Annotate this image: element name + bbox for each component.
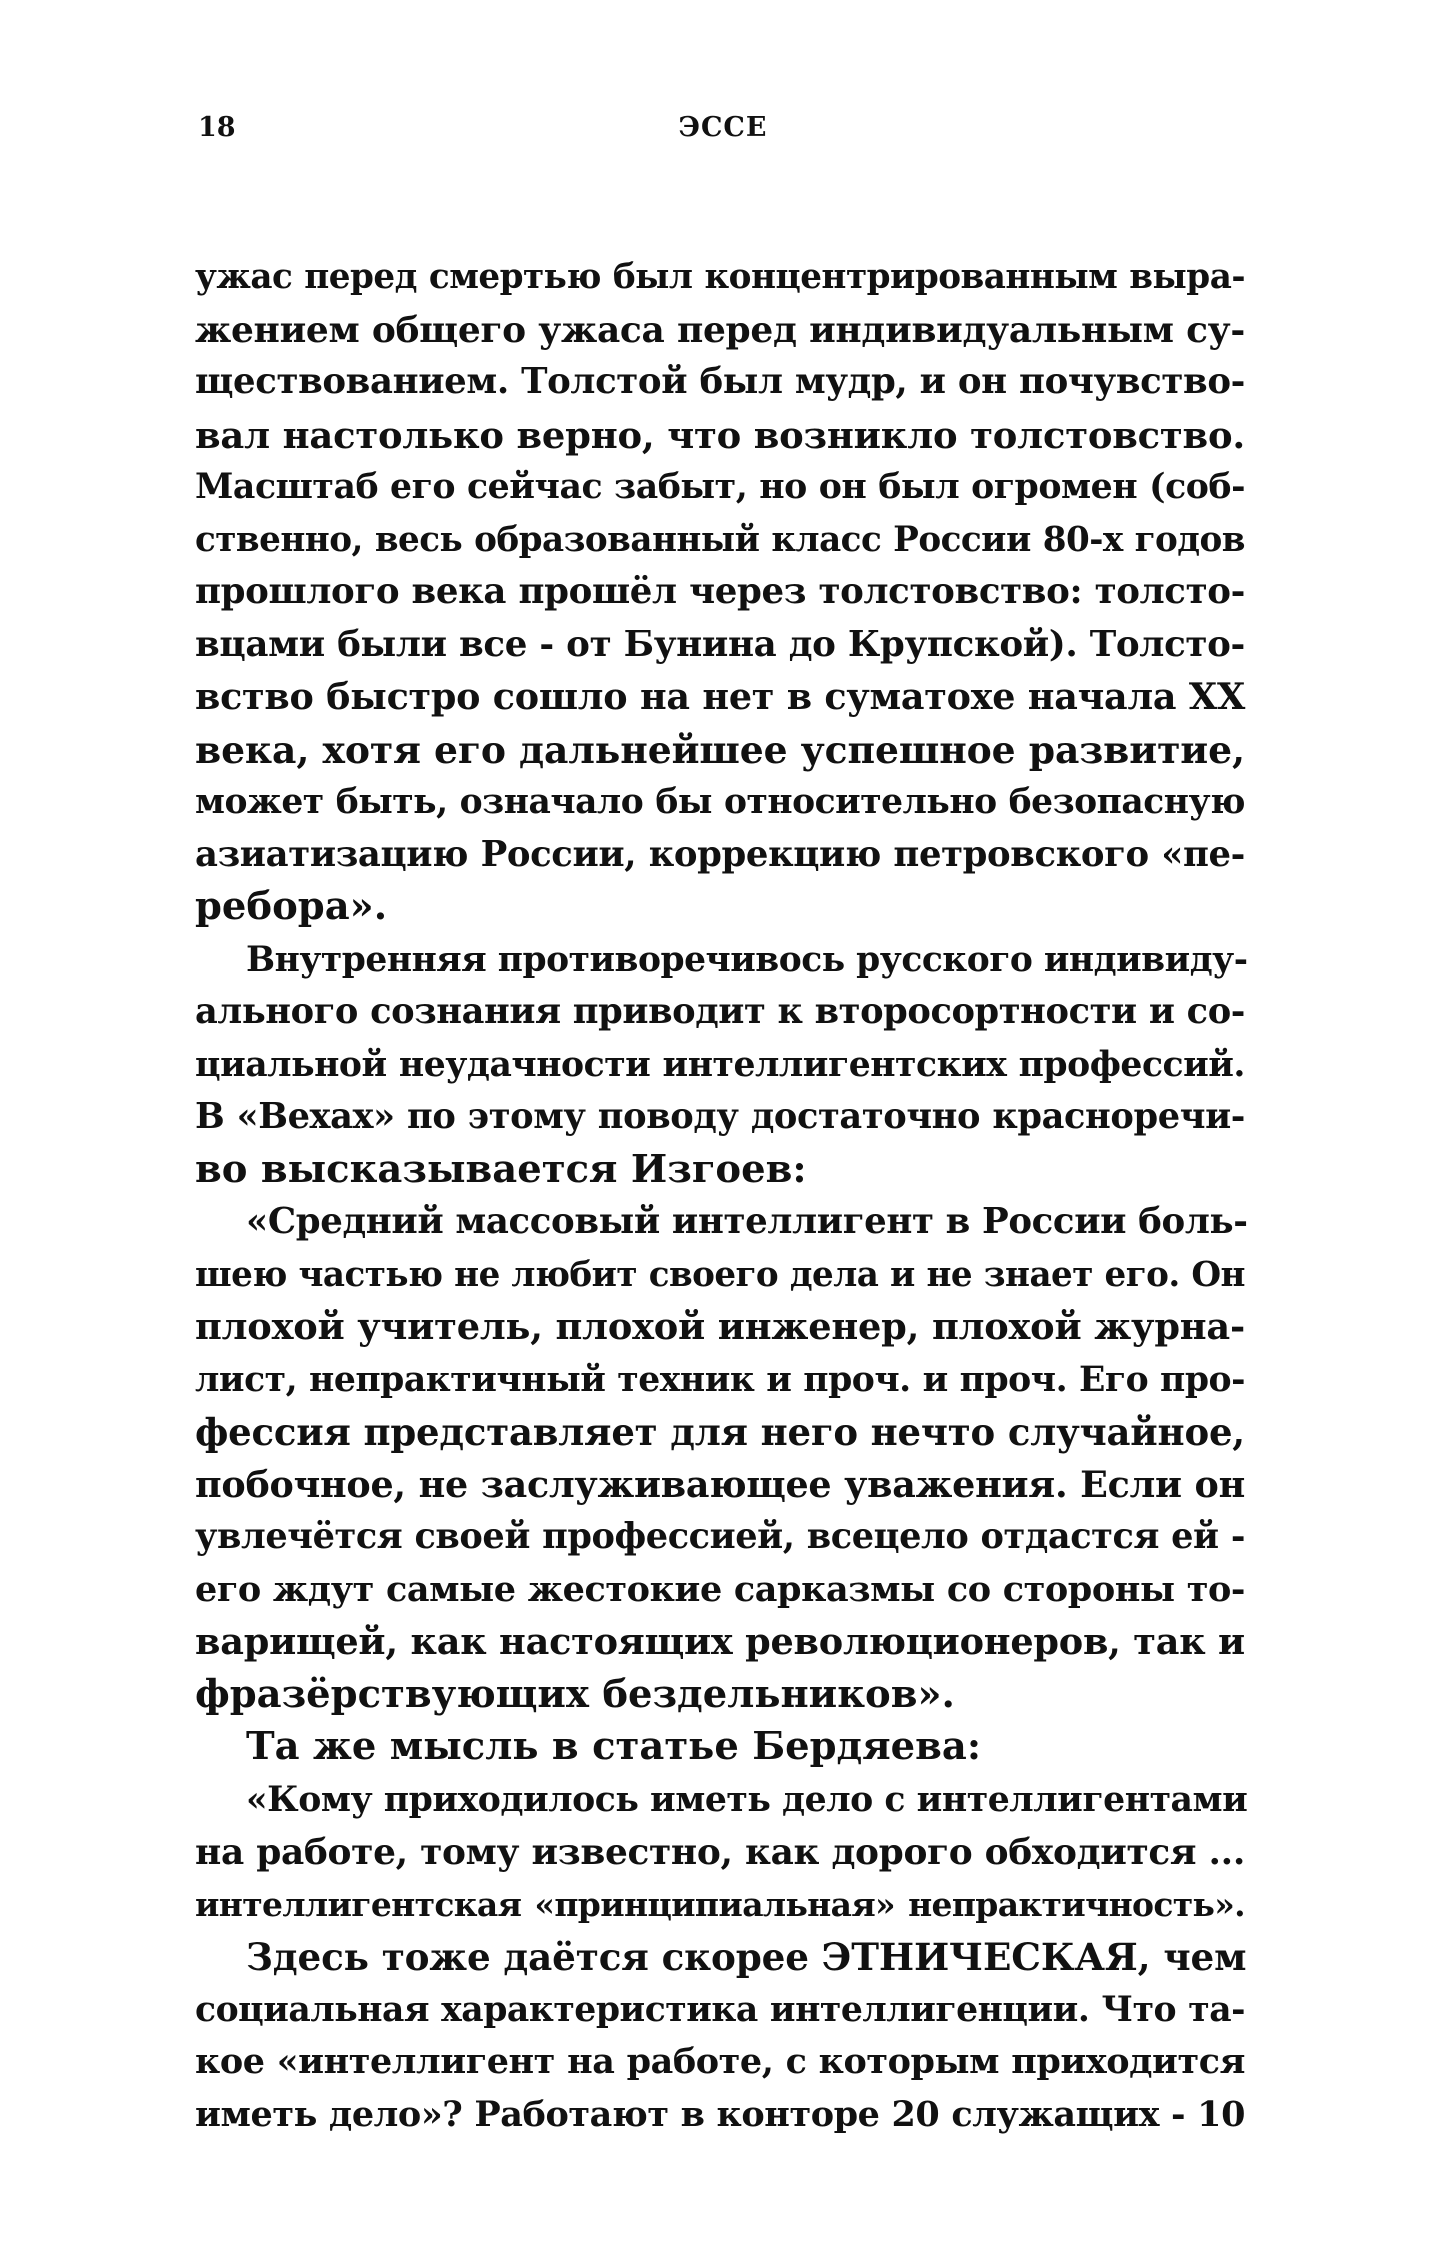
text-line: вцами были все - от Бунина до Крупской). Толсто- (195, 623, 1245, 665)
text-line: фразёрствующих бездельников». (195, 1671, 955, 1717)
text-line: лист, непрактичный техник и проч. и проч. Его про- (195, 1359, 1245, 1400)
text-line: на работе, тому известно, как дорого обходится ... (195, 1831, 1245, 1873)
text-line: века, хотя его дальнейшее успешное развитие, (195, 727, 1245, 772)
text-line: во высказывается Изгоев: (195, 1146, 807, 1192)
text-line: прошлого века прошёл через толстовство: толсто- (195, 571, 1245, 612)
text-line: может быть, означало бы относительно безопасную (195, 782, 1245, 822)
text-line: плохой учитель, плохой инженер, плохой журна- (195, 1305, 1245, 1348)
body-text (195, 251, 1248, 2141)
text-line: варищей, как настоящих революционеров, так и (195, 1620, 1245, 1663)
text-line: азиатизацию России, коррекцию петровского «пе- (195, 833, 1245, 875)
page-number: 18 (198, 112, 236, 143)
text-line: ществованием. Толстой был мудр, и он почувство- (195, 361, 1245, 402)
text-line: вал настолько верно, что возникло толстовство. (195, 412, 1245, 457)
text-line: ственно, весь образованный класс России 80-х годов (195, 519, 1245, 560)
text-line: иметь дело»? Работают в конторе 20 служащих - 10 (195, 2093, 1245, 2135)
text-line: Масштаб его сейчас забыт, но он был огромен (соб- (195, 466, 1245, 507)
text-line: побочное, не заслуживающее уважения. Если он (195, 1462, 1245, 1506)
text-line: фессия представляет для него нечто случайное, (195, 1410, 1245, 1454)
text-line: Внутренняя противоречивось русского индивиду- (246, 939, 1248, 980)
text-line: вство быстро сошло на нет в суматохе начала XX (195, 675, 1245, 718)
running-title: ЭССЕ (678, 112, 768, 143)
text-line: В «Вехах» по этому поводу достаточно красноречи- (195, 1096, 1245, 1137)
text-line: увлечётся своей профессией, всецело отдастся ей - (195, 1516, 1245, 1557)
text-line: социальная характеристика интеллигенции. Что та- (195, 1989, 1245, 2030)
text-line: «Кому приходилось иметь дело с интеллигентами (246, 1778, 1248, 1820)
text-line: шею частью не любит своего дела и не знает его. Он (195, 1254, 1245, 1295)
text-line: циальной неудачности интеллигентских профессий. (195, 1044, 1245, 1085)
text-line: ального сознания приводит к второсортности и со- (195, 991, 1245, 1032)
text-line: его ждут самые жестокие сарказмы со стороны то- (195, 1568, 1245, 1610)
text-line: ужас перед смертью был концентрированным выра- (195, 257, 1245, 297)
text-line: Здесь тоже даётся скорее ЭТНИЧЕСКАЯ, чем (246, 1935, 1247, 1979)
text-line: Та же мысль в статье Бердяева: (246, 1724, 982, 1769)
running-head (198, 112, 1248, 152)
text-line: жением общего ужаса перед индивидуальным су- (195, 308, 1245, 351)
text-line: интеллигентская «принципиальная» непрактичность». (195, 1884, 1245, 1924)
text-line: «Средний массовый интеллигент в России боль- (246, 1201, 1248, 1242)
text-line: ребора». (195, 884, 388, 929)
text-line: кое «интеллигент на работе, с которым приходится (195, 2041, 1245, 2082)
